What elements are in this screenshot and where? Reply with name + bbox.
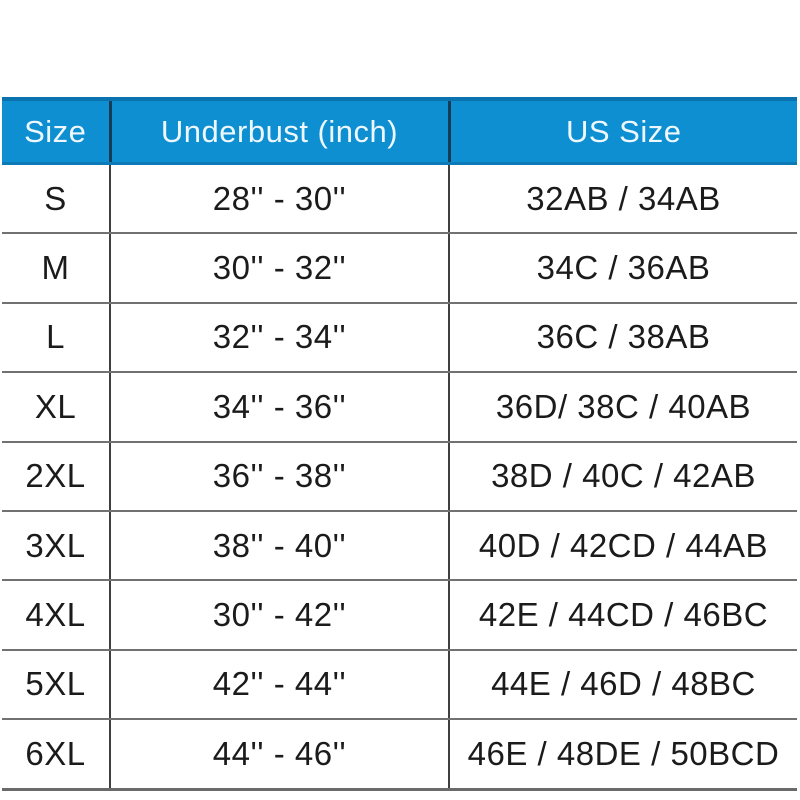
table-row [2,164,797,234]
cell-us-size: 42E / 44CD / 46BC [449,580,797,649]
cell-us-size: 46E / 48DE / 50BCD [449,719,797,789]
table-body [2,164,797,790]
table-row [2,580,797,649]
cell-us-size: 40D / 42CD / 44AB [449,511,797,580]
header-cell-size: Size [2,99,110,164]
cell-size: S [2,164,110,234]
cell-size: 5XL [2,650,110,719]
cell-size: 2XL [2,442,110,511]
cell-underbust: 34'' - 36'' [110,372,449,441]
cell-underbust: 36'' - 38'' [110,442,449,511]
size-chart-table [2,97,797,791]
cell-us-size: 36C / 38AB [449,303,797,372]
cell-underbust: 38'' - 40'' [110,511,449,580]
header-cell-us-size: US Size [449,99,797,164]
cell-size: XL [2,372,110,441]
cell-underbust: 44'' - 46'' [110,719,449,789]
cell-underbust: 30'' - 42'' [110,580,449,649]
cell-size: L [2,303,110,372]
table-row [2,442,797,511]
cell-size: M [2,233,110,302]
cell-size: 6XL [2,719,110,789]
cell-us-size: 38D / 40C / 42AB [449,442,797,511]
cell-size: 3XL [2,511,110,580]
table-row [2,303,797,372]
cell-underbust: 32'' - 34'' [110,303,449,372]
table-row [2,372,797,441]
cell-us-size: 34C / 36AB [449,233,797,302]
table-row [2,650,797,719]
cell-underbust: 28'' - 30'' [110,164,449,234]
cell-underbust: 30'' - 32'' [110,233,449,302]
table-row [2,719,797,789]
cell-us-size: 36D/ 38C / 40AB [449,372,797,441]
table-row [2,233,797,302]
cell-us-size: 44E / 46D / 48BC [449,650,797,719]
header-row [2,99,797,164]
table-row [2,511,797,580]
header-cell-underbust: Underbust (inch) [110,99,449,164]
cell-size: 4XL [2,580,110,649]
cell-underbust: 42'' - 44'' [110,650,449,719]
cell-us-size: 32AB / 34AB [449,164,797,234]
